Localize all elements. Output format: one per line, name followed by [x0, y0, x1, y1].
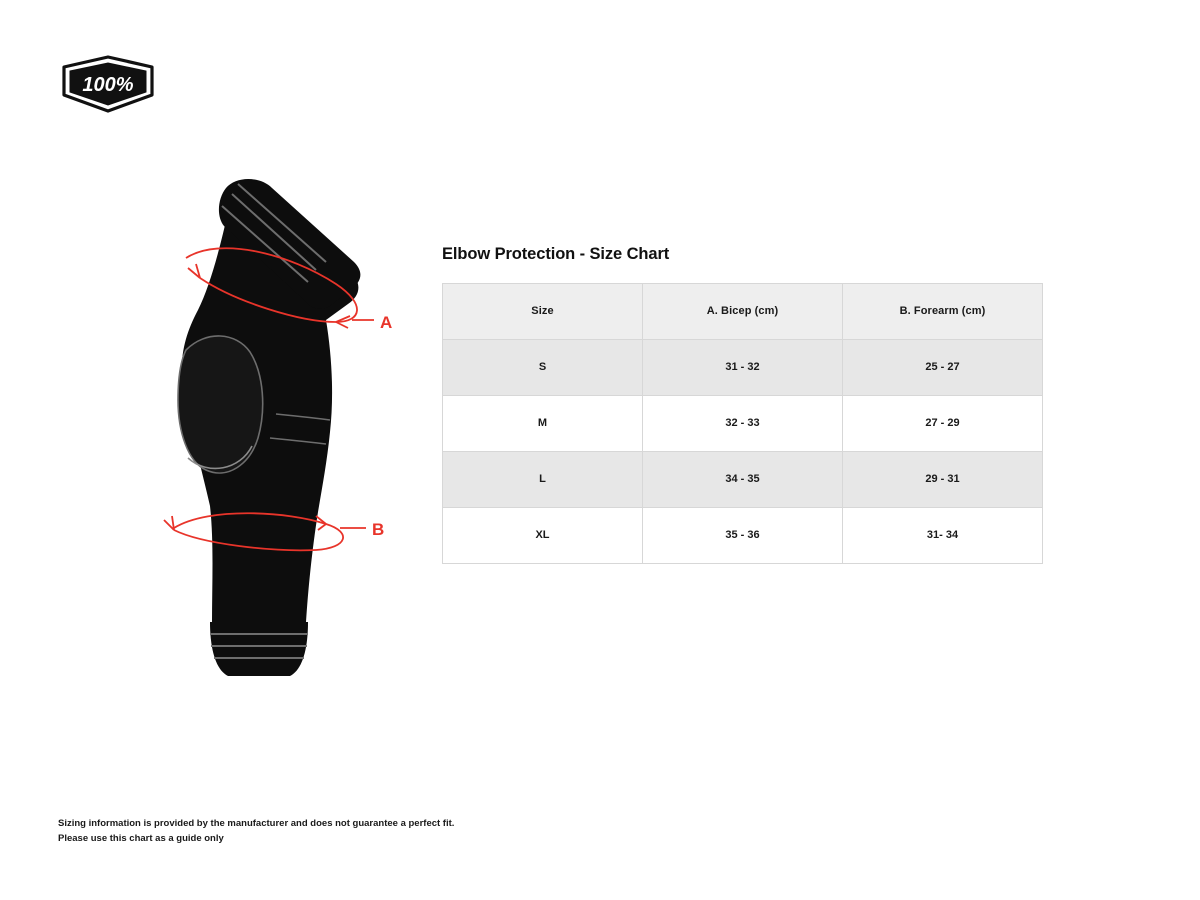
disclaimer-line-2: Please use this chart as a guide only [58, 832, 224, 844]
table-row [443, 339, 1043, 395]
brand-logo-text: 100% [82, 74, 134, 96]
cell-size: XL [443, 507, 643, 563]
cell-size: L [443, 451, 643, 507]
table-row [443, 507, 1043, 563]
table-row [443, 451, 1043, 507]
cell-forearm: 25 - 27 [843, 339, 1043, 395]
cell-bicep: 35 - 36 [643, 507, 843, 563]
column-header-bicep: A. Bicep (cm) [643, 283, 843, 339]
brand-logo [60, 55, 156, 113]
elbow-guard-illustration [140, 170, 430, 710]
page-title: Elbow Protection - Size Chart [442, 245, 670, 263]
disclaimer-line-1: Sizing information is provided by the manufacturer and does not guarantee a perfect fit. [58, 818, 455, 829]
cell-size: M [443, 395, 643, 451]
callout-label-a: A [380, 313, 393, 332]
cell-bicep: 31 - 32 [643, 339, 843, 395]
cell-forearm: 29 - 31 [843, 451, 1043, 507]
cell-forearm: 31- 34 [843, 507, 1043, 563]
size-chart-table [442, 283, 1043, 564]
table-row [443, 395, 1043, 451]
cell-size: S [443, 339, 643, 395]
cell-forearm: 27 - 29 [843, 395, 1043, 451]
cell-bicep: 34 - 35 [643, 451, 843, 507]
size-chart-section [442, 245, 1044, 564]
callout-label-b: B [372, 520, 385, 539]
column-header-size: Size [443, 283, 643, 339]
cell-bicep: 32 - 33 [643, 395, 843, 451]
disclaimer [58, 817, 454, 846]
column-header-forearm: B. Forearm (cm) [843, 283, 1043, 339]
table-header-row [443, 283, 1043, 339]
